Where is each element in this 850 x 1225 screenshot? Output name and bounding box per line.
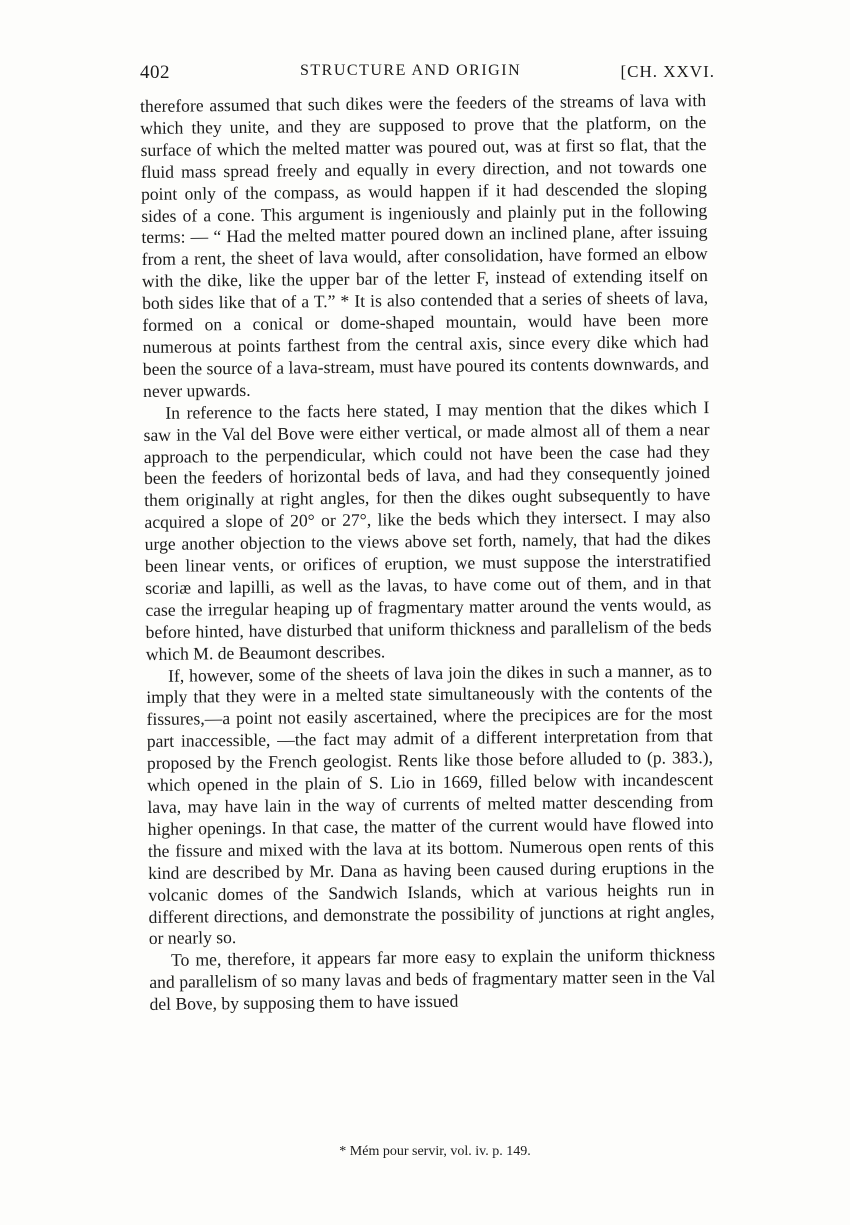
running-title: STRUCTURE AND ORIGIN bbox=[300, 62, 522, 79]
chapter-reference: [CH. XXVI. bbox=[620, 62, 715, 81]
paragraph: therefore assumed that such dikes were the feeders of the streams of lava with which they unite, and they are supposed to prove that the platform, on the surface of which the melted matter was poured out, was at first so flat, that the fluid mass spread freely and equally in every direction, and not towards one point only of the compass, as would happen if it had descended the sloping sides of a cone. This argument is ingeniously and plainly put in the following terms: — “ Had the melted matter poured down an inclined plane, after issuing from a rent, the sheet of lava would, after consolidation, have formed an elbow with the dike, like the upper bar of the letter F, instead of extending itself on both sides like that of a T.” * It is also contended that a series of sheets of lava, formed on a conical or dome-shaped mountain, would have been more numerous at points farthest from the central axis, since every dike which had been the source of a lava-stream, must have poured its contents downwards, and never upwards. bbox=[140, 90, 709, 401]
running-head bbox=[140, 62, 715, 88]
paragraph: In reference to the facts here stated, I may mention that the dikes which I saw in the Val del Bove were either vertical, or made almost all of them a near approach to the perpendicular, which could not have been the case had they been the feeders of horizontal beds of lava, and had they consequently joined them originally at right angles, for then the dikes ought subsequently to have acquired a slope of 20° or 27°, like the beds which they intersect. I may also urge another objection to the views above set forth, namely, that had the dikes been linear vents, or orifices of eruption, we must suppose the interstratified scoriæ and lapilli, as well as the lavas, to have come out of them, and in that case the irregular heaping up of fragmentary matter around the vents would, as before hinted, have disturbed that uniform thickness and parallelism of the beds which M. de Beaumont describes. bbox=[143, 396, 712, 664]
footnote: * Mém pour servir, vol. iv. p. 149. bbox=[339, 1144, 531, 1159]
paragraph: If, however, some of the sheets of lava join the dikes in such a manner, as to imply that they were in a melted state simultaneously with the contents of the fissures,—a point not easily ascertained, where the precipices are for the most part inaccessible, —the fact may admit of a different interpretation from that proposed by the French geologist. Rents like those before alluded to (p. 383.), which opened in the plain of S. Lio in 1669, filled below with incandescent lava, may have lain in the way of currents of melted matter descending from higher openings. In that case, the matter of the current would have flowed into the fissure and mixed with the lava at its bottom. Numerous open rents of this kind are described by Mr. Dana as having been caused during eruptions in the volcanic domes of the Sandwich Islands, which at various heights run in different directions, and demonstrate the possibility of junctions at right angles, or nearly so. bbox=[146, 659, 715, 949]
body-text bbox=[140, 90, 716, 1016]
paragraph: To me, therefore, it appears far more easy to explain the uniform thickness and parallelism of so many lavas and beds of fragmentary matter seen in the Val del Bove, by supposing them to have issued bbox=[149, 944, 716, 1015]
page-number: 402 bbox=[140, 62, 170, 83]
